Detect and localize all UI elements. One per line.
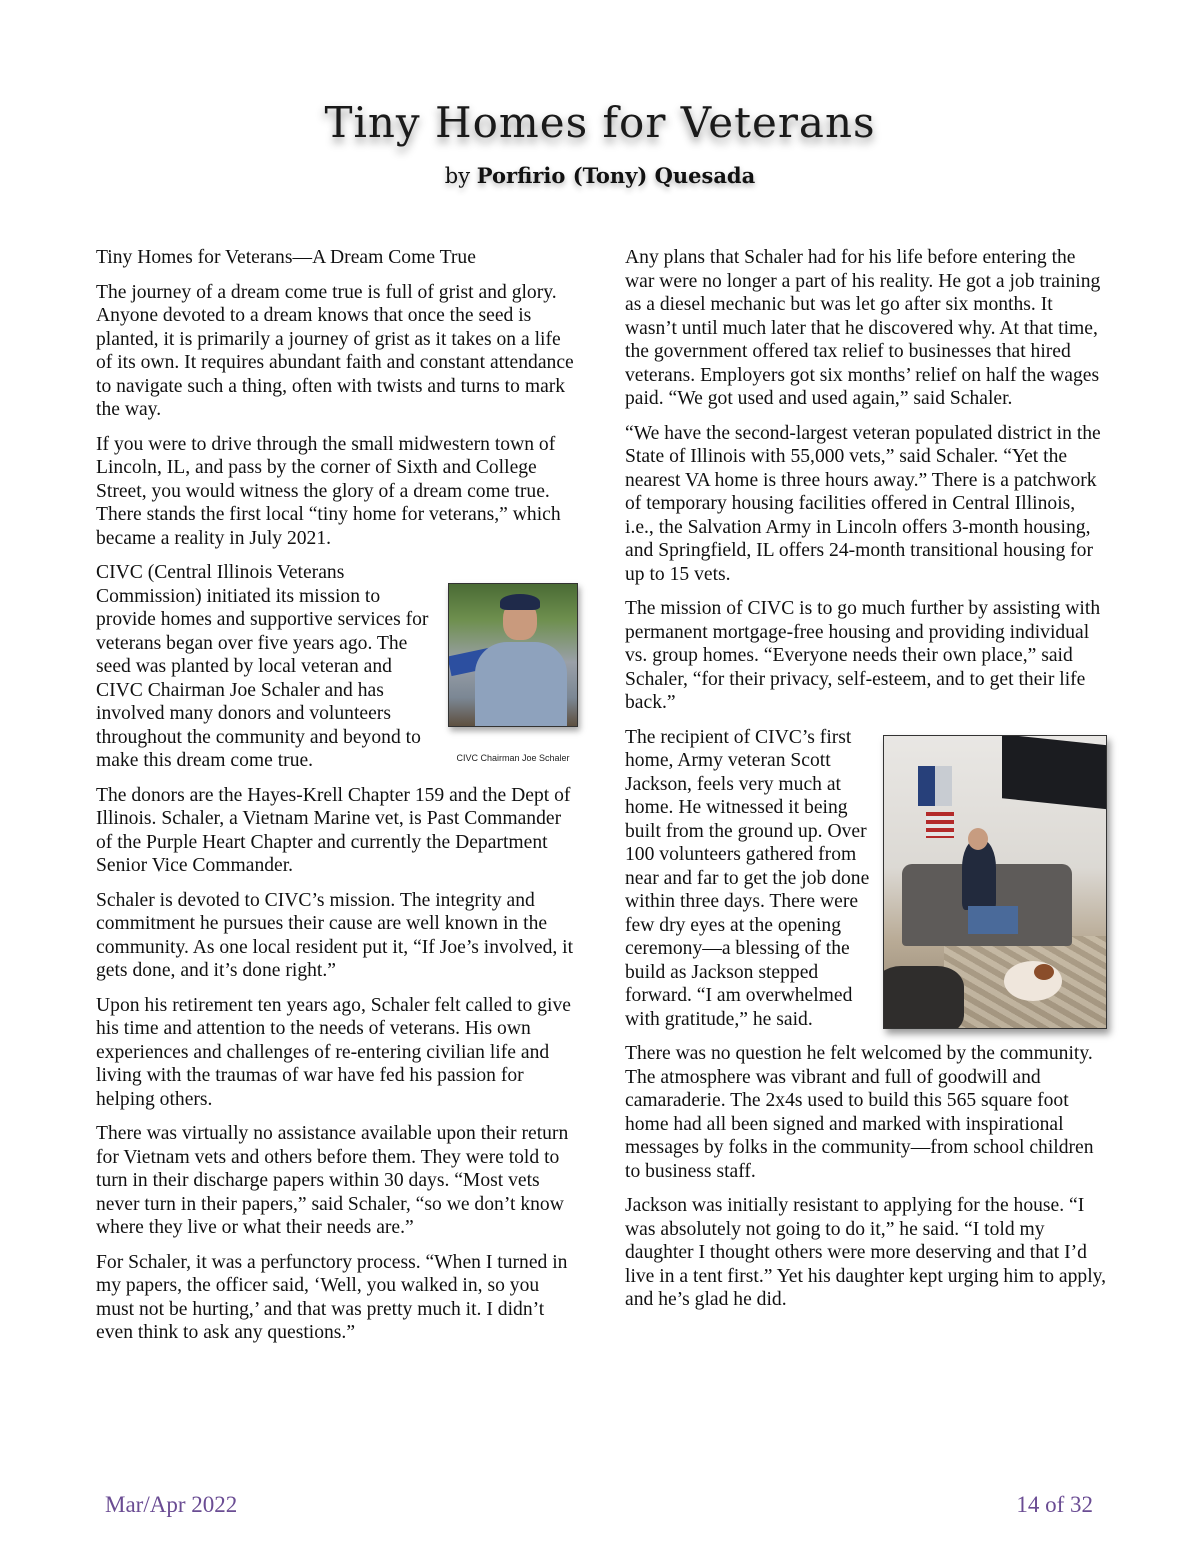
photo-scott-jackson-living-room [883,735,1107,1029]
photo-caption: CIVC Chairman Joe Schaler [456,753,570,763]
paragraph: If you were to drive through the small midwestern town of Lincoln, IL, and pass by the corner of Sixth and College Street, you would witness the glory of a dream come true. There stands the first local “tiny home for veterans,” which became a reality in July 2021. [96,433,561,549]
paragraph: There was virtually no assistance available upon their return for Vietnam vets and others before them. They were told to turn in their discharge papers within 30 days. “Most vets never turn in their papers,” said Schaler, “so we don’t know where they live or what their needs are.” [96,1123,569,1238]
paragraph: There was no question he felt welcomed by the community. The atmosphere was vibrant and full of goodwill and camaraderie. The 2x4s used to build this 565 square foot home had all been signed and marked with inspirational messages by folks in the community—from school children to business staff. [625,1043,1094,1182]
paragraph: The donors are the Hayes-Krell Chapter 159 and the Dept of Illinois. Schaler, a Vietnam Marine vet, is Past Commander of the Purple Heart Chapter and currently the Department Senior Vice Commander. [96,784,571,876]
article-title: Tiny Homes for Veterans [324,98,876,147]
paragraph: Schaler is devoted to CIVC’s mission. The integrity and commitment he pursues their cause are well known in the community. As one local resident put it, “If Joe’s involved, it gets done, and it’s done right.” [96,889,574,981]
article-subhead: Tiny Homes for Veterans—A Dream Come True [96,247,476,268]
figure-joe-schaler [438,583,588,771]
author-name: Porfirio (Tony) Quesada [476,163,756,188]
left-column [96,246,578,1356]
photo-joe-schaler [448,583,578,727]
paragraph: For Schaler, it was a perfunctory process. “When I turned in my papers, the officer said, ‘Well, you walked in, so you must not be hurting,’ and that was pretty much it. I didn’t even think to ask any questions.” [96,1251,568,1343]
paragraph: CIVC (Central Illinois Veterans Commission) initiated its mission to provide homes and supportive services for veterans began over five years ago. The seed was planted by local veteran and CIVC Chairman Joe Schaler and has involved many donors and volunteers throughout the community and beyond to make this dream come true. [96,562,429,771]
paragraph: Any plans that Schaler had for his life before entering the war were no longer a part of his reality. He got a job training as a diesel mechanic but was let go after six months. It wasn’t until much later that he discovered why. At that time, the government offered tax relief to businesses that hired veterans. Employers got six months’ relief on half the wages paid. “We got used and used again,” said Schaler. [625,247,1101,409]
byline-prefix: by [444,164,471,188]
right-column [625,246,1107,1323]
figure-scott-jackson-living-room [883,735,1107,1029]
paragraph: The journey of a dream come true is full of grist and glory. Anyone devoted to a dream knows that once the seed is planted, it is primarily a journey of grist as it takes on a life of its own. It requires abundant faith and constant attendance to navigate such a thing, often with twists and turns to mark the way. [96,281,574,420]
paragraph: The mission of CIVC is to go much further by assisting with permanent mortgage-free housing and providing individual vs. group homes. “Everyone needs their own place,” said Schaler, “for their privacy, self-esteem, and to get their life back.” [625,598,1101,713]
footer-page-number: 14 of 32 [1016,1492,1093,1517]
paragraph: The recipient of CIVC’s first home, Army veteran Scott Jackson, feels very much at home. He witnessed it being built from the ground up. Over 100 volunteers gathered from near and far to get the job done within three days. There were few dry eyes at the opening ceremony—a blessing of the build as Jackson stepped forward. “I am overwhelmed with gratitude,” he said. [625,726,870,1030]
footer-issue-date: Mar/Apr 2022 [105,1492,238,1517]
paragraph: Upon his retirement ten years ago, Schaler felt called to give his time and attention to the needs of veterans. His own experiences and challenges of re-entering civilian life and living with the traumas of war have fed his passion for helping others. [96,994,571,1110]
byline [0,163,1200,188]
paragraph: “We have the second-largest veteran populated district in the State of Illinois with 55,000 vets,” said Schaler. “Yet the nearest VA home is three hours away.” There is a patchwork of temporary housing facilities offered in Central Illinois, i.e., the Salvation Army in Lincoln offers 3-month housing, and Springfield, IL offers 24-month transitional housing for up to 15 vets. [625,422,1101,585]
paragraph: Jackson was initially resistant to applying for the house. “I was absolutely not going to do it,” he said. “I told my daughter I thought others were more deserving and that I’d live in a tent first.” Yet his daughter kept urging him to apply, and he’s glad he did. [625,1195,1107,1310]
